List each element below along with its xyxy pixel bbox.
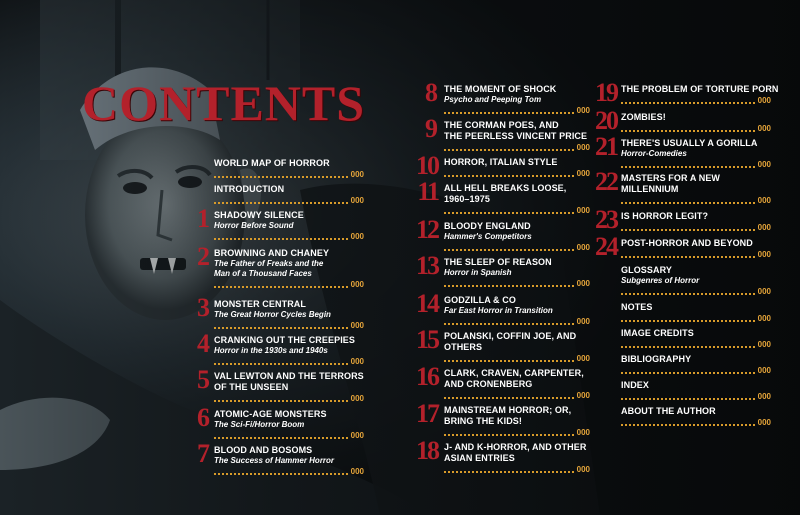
- entry-title: J- AND K-HORROR, AND OTHER: [444, 442, 587, 452]
- page-number: 000: [576, 143, 590, 152]
- dot-leader: [621, 196, 771, 206]
- leader-dots: [444, 175, 574, 177]
- leader-dots: [214, 286, 348, 288]
- page-number: 000: [757, 392, 771, 401]
- entry-title: BLOOD AND BOSOMS: [214, 445, 313, 455]
- entry-title: CRANKING OUT THE CREEPIES: [214, 335, 356, 345]
- page-number: 000: [757, 196, 771, 205]
- leader-dots: [621, 398, 755, 400]
- entry-title: ZOMBIES!: [621, 112, 666, 122]
- toc-entry[interactable]: [444, 405, 590, 438]
- leader-dots: [621, 166, 755, 168]
- toc-entry[interactable]: [621, 406, 771, 428]
- entry-title: MAINSTREAM HORROR; OR,: [444, 405, 572, 415]
- toc-entry[interactable]: [444, 157, 590, 179]
- entry-title: INDEX: [621, 380, 650, 390]
- entry-title: THE CORMAN POES, AND: [444, 120, 559, 130]
- chapter-number: 4: [197, 329, 210, 358]
- leader-dots: [621, 372, 755, 374]
- leader-dots: [214, 327, 348, 329]
- toc-entry[interactable]: [214, 248, 364, 290]
- page-number: 000: [576, 243, 590, 252]
- page-number: 000: [576, 354, 590, 363]
- entry-subtitle: The Sci-Fi/Horror Boom: [214, 420, 305, 429]
- toc-entry[interactable]: [444, 84, 590, 116]
- page-number: 000: [757, 366, 771, 375]
- leader-dots: [214, 238, 348, 240]
- entry-subtitle: Horror Before Sound: [214, 221, 294, 230]
- page-number: 000: [757, 223, 771, 232]
- dot-leader: [444, 106, 590, 116]
- page-number: 000: [350, 280, 364, 289]
- page-number: 000: [757, 96, 771, 105]
- dot-leader: [214, 196, 364, 206]
- leader-dots: [444, 149, 574, 151]
- entry-title: MONSTER CENTRAL: [214, 299, 306, 309]
- dot-leader: [444, 206, 590, 216]
- leader-dots: [444, 249, 574, 251]
- toc-entry[interactable]: [621, 380, 771, 402]
- toc-entry[interactable]: [214, 409, 364, 441]
- entry-title: OTHERS: [444, 342, 483, 352]
- page-number: 000: [350, 357, 364, 366]
- entry-title: IMAGE CREDITS: [621, 328, 694, 338]
- chapter-number: 20: [595, 106, 617, 135]
- entry-title: BIBLIOGRAPHY: [621, 354, 692, 364]
- page-number: 000: [576, 428, 590, 437]
- chapter-number: 12: [416, 215, 438, 244]
- dot-leader: [444, 391, 590, 401]
- toc-entry[interactable]: [621, 302, 771, 324]
- dot-leader: [621, 160, 771, 170]
- entry-title: THE MOMENT OF SHOCK: [444, 84, 557, 94]
- entry-title: ALL HELL BREAKS LOOSE,: [444, 183, 567, 193]
- toc-entry[interactable]: [444, 295, 590, 327]
- entry-title: POLANSKI, COFFIN JOE, AND: [444, 331, 577, 341]
- entry-title: THE SLEEP OF REASON: [444, 257, 552, 267]
- toc-entry[interactable]: [444, 120, 590, 153]
- leader-dots: [214, 363, 348, 365]
- leader-dots: [621, 293, 755, 295]
- dot-leader: [444, 243, 590, 253]
- leader-dots: [444, 434, 574, 436]
- page-number: 000: [350, 431, 364, 440]
- entry-subtitle: The Success of Hammer Horror: [214, 456, 335, 465]
- entry-title: ABOUT THE AUTHOR: [621, 406, 716, 416]
- chapter-number: 8: [425, 78, 438, 107]
- entry-title: BROWNING AND CHANEY: [214, 248, 330, 258]
- chapter-number: 2: [197, 242, 210, 271]
- dot-leader: [444, 169, 590, 179]
- chapter-number: 1: [197, 204, 210, 233]
- dot-leader: [214, 321, 364, 331]
- dot-leader: [214, 170, 364, 180]
- leader-dots: [621, 102, 755, 104]
- toc-entry[interactable]: [444, 442, 590, 475]
- dot-leader: [621, 366, 771, 376]
- chapter-number: 16: [416, 362, 438, 391]
- chapter-number: 5: [197, 365, 210, 394]
- toc-entry[interactable]: [621, 211, 771, 233]
- page-number: 000: [350, 394, 364, 403]
- chapter-number: 7: [197, 439, 210, 468]
- toc-entry[interactable]: [214, 299, 364, 331]
- chapter-number: 13: [416, 251, 438, 280]
- leader-dots: [621, 346, 755, 348]
- dot-leader: [621, 250, 771, 260]
- leader-dots: [444, 471, 574, 473]
- entry-subtitle: Horror in Spanish: [444, 268, 512, 277]
- dot-leader: [444, 143, 590, 153]
- entry-title: ASIAN ENTRIES: [444, 453, 515, 463]
- dot-leader: [621, 287, 771, 297]
- chapter-number: 10: [416, 151, 438, 180]
- entry-title: WORLD MAP OF HORROR: [214, 158, 330, 168]
- dot-leader: [444, 317, 590, 327]
- entry-title: THERE'S USUALLY A GORILLA: [621, 138, 758, 148]
- dot-leader: [444, 465, 590, 475]
- entry-subtitle: The Great Horror Cycles Begin: [214, 310, 331, 319]
- entry-subtitle: Subgenres of Horror: [621, 276, 700, 285]
- entry-subtitle: Hammer's Competitors: [444, 232, 532, 241]
- toc-entry[interactable]: [444, 221, 590, 253]
- chapter-number: 15: [416, 325, 438, 354]
- dot-leader: [621, 223, 771, 233]
- dot-leader: [621, 418, 771, 428]
- entry-subtitle: Man of a Thousand Faces: [214, 269, 312, 278]
- page-number: 000: [757, 124, 771, 133]
- toc-entry[interactable]: [444, 257, 590, 289]
- entry-title: SHADOWY SILENCE: [214, 210, 304, 220]
- entry-title: VAL LEWTON AND THE TERRORS: [214, 371, 364, 381]
- dot-leader: [621, 392, 771, 402]
- entry-title: NOTES: [621, 302, 653, 312]
- toc-entry[interactable]: [444, 331, 590, 364]
- toc-entry[interactable]: [621, 265, 771, 297]
- chapter-number: 21: [595, 132, 617, 161]
- leader-dots: [444, 212, 574, 214]
- dot-leader: [621, 314, 771, 324]
- entry-title: CLARK, CRAVEN, CARPENTER,: [444, 368, 584, 378]
- chapter-number: 18: [416, 436, 438, 465]
- page-number: 000: [350, 232, 364, 241]
- entry-title: POST-HORROR AND BEYOND: [621, 238, 753, 248]
- dot-leader: [214, 431, 364, 441]
- toc-entry[interactable]: [621, 138, 771, 170]
- page-number: 000: [757, 340, 771, 349]
- entry-title: BLOODY ENGLAND: [444, 221, 531, 231]
- chapter-number: 23: [595, 205, 617, 234]
- leader-dots: [621, 130, 755, 132]
- page-number: 000: [757, 314, 771, 323]
- page-number: 000: [350, 321, 364, 330]
- dot-leader: [214, 467, 364, 477]
- entry-title: AND CRONENBERG: [444, 379, 533, 389]
- page-number: 000: [576, 465, 590, 474]
- dot-leader: [214, 394, 364, 404]
- toc-entry[interactable]: [444, 183, 590, 216]
- page-number: 000: [350, 170, 364, 179]
- toc-entry[interactable]: [214, 445, 364, 477]
- toc-entry[interactable]: [214, 158, 364, 180]
- chapter-number: 17: [416, 399, 438, 428]
- page-number: 000: [757, 250, 771, 259]
- dot-leader: [444, 279, 590, 289]
- leader-dots: [214, 437, 348, 439]
- entry-title: 1960–1975: [444, 194, 490, 204]
- leader-dots: [444, 323, 574, 325]
- page-number: 000: [576, 317, 590, 326]
- entry-title: ATOMIC-AGE MONSTERS: [214, 409, 327, 419]
- leader-dots: [621, 202, 755, 204]
- entry-title: OF THE UNSEEN: [214, 382, 289, 392]
- entry-title: THE PROBLEM OF TORTURE PORN: [621, 84, 779, 94]
- leader-dots: [444, 285, 574, 287]
- dot-leader: [621, 96, 771, 106]
- page-number: 000: [350, 467, 364, 476]
- page-number: 000: [757, 287, 771, 296]
- entry-subtitle: Far East Horror in Transition: [444, 306, 553, 315]
- entry-title: IS HORROR LEGIT?: [621, 211, 709, 221]
- toc-entry[interactable]: [621, 328, 771, 350]
- toc-entry[interactable]: [214, 335, 364, 367]
- chapter-number: 11: [417, 177, 438, 206]
- entry-title: HORROR, ITALIAN STYLE: [444, 157, 558, 167]
- leader-dots: [444, 112, 574, 114]
- toc-entry[interactable]: [444, 368, 590, 401]
- toc-entry[interactable]: [621, 84, 779, 106]
- entry-title: MILLENNIUM: [621, 184, 679, 194]
- chapter-number: 9: [425, 114, 438, 143]
- page-number: 000: [576, 106, 590, 115]
- dot-leader: [621, 340, 771, 350]
- page-number: 000: [576, 279, 590, 288]
- chapter-number: 3: [197, 293, 210, 322]
- page-number: 000: [576, 169, 590, 178]
- leader-dots: [444, 360, 574, 362]
- entry-subtitle: The Father of Freaks and the: [214, 259, 324, 268]
- entry-subtitle: Horror-Comedies: [621, 149, 687, 158]
- toc-entry[interactable]: [214, 184, 364, 206]
- toc-entry[interactable]: [214, 210, 364, 242]
- entry-title: GLOSSARY: [621, 265, 672, 275]
- chapter-number: 19: [595, 78, 617, 107]
- entry-title: THE PEERLESS VINCENT PRICE: [444, 131, 588, 141]
- leader-dots: [621, 229, 755, 231]
- toc-entry[interactable]: [621, 112, 771, 134]
- chapter-number: 24: [595, 232, 617, 261]
- entry-title: BRING THE KIDS!: [444, 416, 522, 426]
- entry-subtitle: Horror in the 1930s and 1940s: [214, 346, 328, 355]
- dot-leader: [444, 354, 590, 364]
- leader-dots: [214, 473, 348, 475]
- toc-entry[interactable]: [214, 371, 364, 404]
- leader-dots: [621, 320, 755, 322]
- page-number: 000: [350, 196, 364, 205]
- leader-dots: [444, 397, 574, 399]
- entry-subtitle: Psycho and Peeping Tom: [444, 95, 542, 104]
- chapter-number: 6: [197, 403, 210, 432]
- page-number: 000: [757, 418, 771, 427]
- toc-entry[interactable]: [621, 354, 771, 376]
- leader-dots: [214, 400, 348, 402]
- chapter-number: 14: [416, 289, 438, 318]
- leader-dots: [214, 202, 348, 204]
- leader-dots: [621, 424, 755, 426]
- entry-title: INTRODUCTION: [214, 184, 285, 194]
- dot-leader: [214, 280, 364, 290]
- toc-entry[interactable]: [621, 173, 771, 206]
- chapter-number: 22: [595, 167, 617, 196]
- page-number: 000: [757, 160, 771, 169]
- leader-dots: [214, 176, 348, 178]
- entry-title: GODZILLA & CO: [444, 295, 516, 305]
- page-number: 000: [576, 206, 590, 215]
- entry-title: MASTERS FOR A NEW: [621, 173, 721, 183]
- page-number: 000: [576, 391, 590, 400]
- dot-leader: [621, 124, 771, 134]
- leader-dots: [621, 256, 755, 258]
- toc-entry[interactable]: [621, 238, 771, 260]
- dot-leader: [214, 232, 364, 242]
- dot-leader: [444, 428, 590, 438]
- page-title: CONTENTS: [82, 75, 366, 131]
- dot-leader: [214, 357, 364, 367]
